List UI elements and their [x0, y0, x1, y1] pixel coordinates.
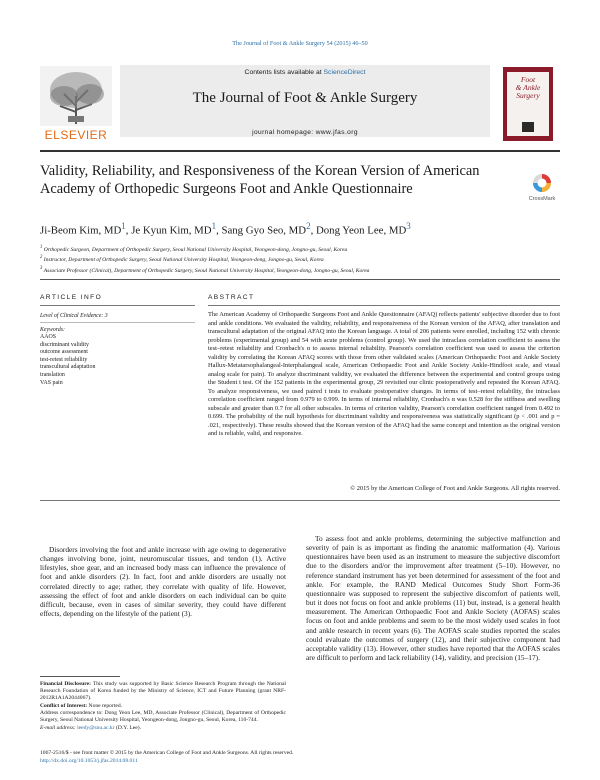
keyword-item: translation	[40, 371, 65, 378]
elsevier-wordmark[interactable]: ELSEVIER	[44, 128, 108, 142]
keywords-list	[40, 334, 195, 387]
level-of-evidence: Level of Clinical Evidence: 3	[40, 313, 108, 319]
financial-disclosure: Financial Disclosure: This study was supported by Basic Science Research Program through the National Research Foundation of Korea funded by the Ministry of Science, ICT and Future Planning (grant NRF-2012R1A1A2044067).	[40, 681, 286, 701]
abstract-rule	[208, 305, 560, 306]
keyword-item: discriminant validity	[40, 341, 89, 348]
abstract-text: The American Academy of Orthopaedic Surgeons Foot and Ankle Questionnaire (AFAQ) reflects patients' subjective disorder due to foot and ankle conditions. We evaluated the validity, reliability, and responsiveness of the Korean version of the AFAQ, after translation and transcultural adaptation of the original AFAQ into the Korean language. A total of 206 patients were enrolled, including 152 with chronic problems (experimental group) and 54 with acute problems (control group). We used the intraclass correlation coefficient to assess the test–retest reliability and Cronbach's α to assess internal reliability. Pearson's correlation coefficient was used to assess the criterion validity by correlating the Korean AFAQ scores with those from other validated scales (American Orthopaedic Foot and Ankle Society Hallux-Metatarsophalangeal-Interphalangeal scale, American Orthopaedic Foot and Ankle Society Ankle-Hindfoot scale, and visual analog scale for pain). To analyze discriminant validity, we evaluated the difference between the experimental and control groups using the Student t test. Of the 152 patients in the experimental group, 29 revisited our clinic postoperatively and repeated the Korean AFAQ. To analyze responsiveness, we used paired t tests to evaluate postoperative changes. In terms of test–retest reliability, the intraclass correlation coefficient ranged from 0.979 to 0.999. In terms of internal reliability, Cronbach's α was 0.528 for the stiffness and swelling subscale and greater than 0.7 for all other subscales. In terms of criterion validity, Pearson's correlation coefficient ranged from 0.492 to 0.699. The probability of the null hypothesis for discriminant validity and responsiveness was statistically significant (p < .001 and p = .021, respectively). These results showed that the Korean version of the AFAQ had the same concept and intention as the original version and is reliable, valid, and responsive.	[208, 311, 560, 437]
article-info-heading: ARTICLE INFO	[40, 294, 103, 301]
cover-badge-icon	[522, 122, 534, 132]
contents-prefix: Contents lists available at	[244, 69, 324, 76]
homepage-link[interactable]: www.jfas.org	[315, 129, 358, 136]
article-title: Validity, Reliability, and Responsiveness of the Korean Version of American Academy of Orthopedic Surgeons Foot and Ankle Questionnaire	[40, 163, 480, 197]
abstract-bottom-rule	[40, 500, 560, 501]
abstract-copyright: © 2015 by the American College of Foot and Ankle Surgeons. All rights reserved.	[350, 485, 560, 492]
keyword-item: VAS pain	[40, 379, 63, 386]
cover-title-line: Surgery	[516, 90, 540, 100]
abstract-heading: ABSTRACT	[208, 294, 255, 301]
author-sep: ,	[310, 224, 316, 237]
issn-line: 1067-2516/$ - see front matter © 2015 by the American College of Foot and Ankle Surgeons. All rights reserved.	[40, 750, 294, 756]
homepage-prefix: journal homepage:	[252, 129, 316, 136]
body-left-paragraph: Disorders involving the foot and ankle increase with age owing to degenerative changes involving bone, joint, neuromuscular tissues, and tendon (1). Active lifestyles, shoe gear, and an increased body mass can influence the prevalence of foot and ankle disorders (2). In fact, foot and ankle disorders are usually not correlated directly to age; rather, they correlate with quality of life. However, assessing the effect of foot and ankle disorders on each individual can be quite difficult, because, even in cases of similar severity, they could have different effects, depending on the lifestyle of the patient (3).	[40, 545, 286, 619]
affiliation-item: $^3$ Associate Professor (Clinical), Department of Orthopedic Surgery, Seoul National University Hospital, Yeongeon-dong, Jongno-gu, Seoul, Korea	[40, 265, 370, 274]
author-affil-sup[interactable]: 1	[121, 221, 126, 231]
article-info-rule	[40, 305, 195, 306]
cover-title-line: Foot	[520, 75, 536, 84]
author-name: Je Kyun Kim, MD	[131, 224, 212, 237]
email-line: E-mail address: leedy@snu.ac.kr (D.Y. Lee).	[40, 724, 142, 731]
conflict-of-interest: Conflict of Interest: None reported.	[40, 702, 123, 709]
keywords-heading: Keywords:	[40, 327, 65, 333]
author-name: Dong Yeon Lee, MD	[315, 224, 407, 237]
keyword-item: AAOS	[40, 334, 57, 340]
header-divider	[40, 150, 560, 152]
author-affil-sup[interactable]: 2	[306, 221, 311, 231]
affiliation-divider	[40, 279, 560, 280]
crossmark-label: CrossMark	[528, 196, 556, 202]
journal-citation[interactable]: The Journal of Foot & Ankle Surgery 54 (2015) 46–50	[232, 40, 368, 47]
crossmark-icon[interactable]	[525, 172, 559, 202]
sciencedirect-link[interactable]: ScienceDirect	[323, 69, 366, 76]
keywords-rule	[40, 322, 195, 323]
affiliation-item: $^2$ Instructor, Department of Orthopedic Surgery, Seoul National University Hospital, Yeongeon-dong, Jongno-gu, Seoul, Korea	[40, 255, 324, 264]
footnote-rule	[40, 676, 120, 677]
body-right-paragraph: To assess foot and ankle problems, determining the subjective malfunction and severity of pain is as important as finding the anatomic malformation (4). Various questionnaires have been used as an instrument to measure the subjective discomfort due to the disorders and/or the improvement after treatment (5–10). However, no reference standard instrument has yet been determined for assessment of the foot and ankle. For example, the RAND Medical Outcomes Study Short Form-36 questionnaire was supposed to represent the subjective discomfort of patients well, but it does not focus on foot and ankle problems (11) but, instead, is a general health measurement. The American Orthopaedic Foot and Ankle Society (AOFAS) scales focus on foot and ankle problems and seem to be the most widely used scales in foot and ankle research in recent years (6). The AOFAS scale studies reported the scales could evaluate the outcomes of surgery (12), and their subjective component had acceptable validity (13). However, other studies have reported that the AOFAS scales are difficult to perform and lack reliability (14), validity, and precision (15–17).	[306, 534, 560, 663]
author-list	[40, 221, 560, 237]
front-matter-footer	[40, 750, 560, 766]
footnotes	[40, 681, 286, 732]
correspondence-address: Address correspondence to: Dong Yeon Lee, MD, Associate Professor (Clinical), Department of Orthopedic Surgery, Seoul National University Hospital, Yeongeon-dong, Jongno-gu, Seoul, Korea, 110-744.	[40, 710, 286, 723]
journal-cover-title	[507, 76, 549, 99]
author-sep: ,	[216, 224, 222, 237]
journal-title: The Journal of Foot & Ankle Surgery	[192, 90, 418, 106]
author-name: Ji-Beom Kim, MD	[40, 224, 122, 237]
journal-homepage	[120, 129, 490, 136]
author-affil-sup[interactable]: 1	[211, 221, 217, 231]
author-affil-sup[interactable]: 3	[406, 221, 411, 231]
doi-link[interactable]: http://dx.doi.org/10.1053/j.jfas.2014.08.011	[40, 757, 138, 764]
affiliations	[40, 244, 560, 275]
keyword-item: transcultural adaptation	[40, 364, 96, 371]
author-sep: ,	[125, 224, 132, 237]
keyword-item: outcome assessment	[40, 349, 88, 356]
email-link[interactable]: leedy@snu.ac.kr	[77, 724, 115, 731]
cover-title-line: & Ankle	[515, 82, 541, 92]
author-name: Sang Gyo Seo, MD	[221, 224, 307, 237]
keyword-item: test-retest reliability	[40, 356, 88, 363]
affiliation-item: $^1$ Orthopedic Surgeon, Department of Orthopedic Surgery, Seoul National University Hospital, Yeongeon-dong, Jongno-gu, Seoul, Korea	[40, 245, 348, 253]
contents-line	[120, 69, 490, 76]
